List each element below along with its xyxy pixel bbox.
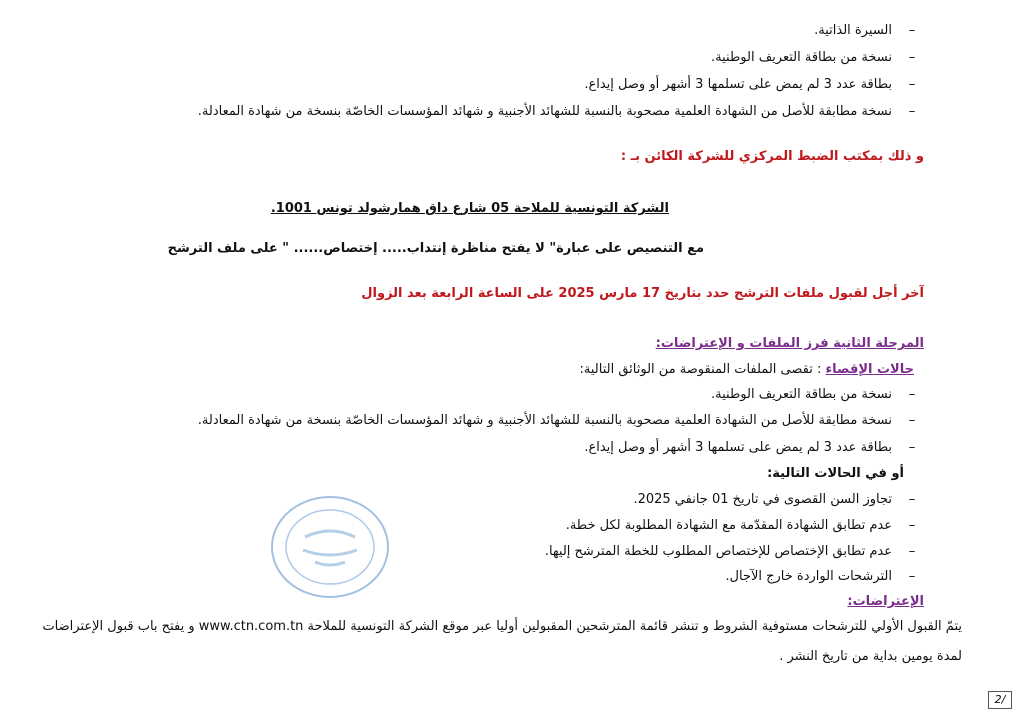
case-diploma-mismatch: – عدم تطابق الشهادة المقدّمة مع الشهادة المطلوبة لكل خطة. xyxy=(566,517,924,535)
mention-text: مع التنصيص على عبارة" لا يفتح مناظرة إنتداب..... إختصاص...... " على ملف الترشح xyxy=(167,241,704,256)
objections-title: الإعتراضات: xyxy=(847,594,924,609)
phase2-title: المرحلة الثانية فرز الملفات و الإعتراضات: xyxy=(655,336,924,351)
address: الشركة التونسية للملاحة 05 شارع داق همارشولد تونس 1001. xyxy=(270,201,669,216)
objections-text-1: يتمّ القبول الأولي للترشحات مستوفية الشروط و تنشر قائمة المترشحين المقبولين أوليا عبر موقع الشركة التونسية للملاحة www.ctn.com.tn و يفتح باب قبول الإعتراضات xyxy=(42,619,962,634)
doc-item-diploma: – نسخة مطابقة للأصل من الشهادة العلمية مصحوبة بالنسبة للشهائد الأجنبية و شهائد المؤسسات الخاصّة بنسخة من شهادة المعادلة. xyxy=(198,103,924,121)
objections-text-2: لمدة يومين بداية من تاريخ النشر . xyxy=(779,649,962,664)
excl-doc-id-card: – نسخة من بطاقة التعريف الوطنية. xyxy=(711,386,924,404)
exclusion-label: حالات الإقصاء xyxy=(825,362,914,377)
company-stamp xyxy=(265,492,395,602)
doc-item-id-card: – نسخة من بطاقة التعريف الوطنية. xyxy=(711,49,924,67)
case-age: – تجاوز السن القصوى في تاريخ 01 جانفي 2025. xyxy=(633,491,924,509)
deadline: آخر أجل لقبول ملفات الترشح حدد بتاريخ 17 مارس 2025 على الساعة الرابعة بعد الزوال xyxy=(361,286,924,301)
excl-doc-diploma: – نسخة مطابقة للأصل من الشهادة العلمية مصحوبة بالنسبة للشهائد الأجنبية و شهائد المؤسسات الخاصّة بنسخة من شهادة المعادلة. xyxy=(198,412,924,430)
excl-doc-card3: – بطاقة عدد 3 لم يمض على تسلمها 3 أشهر أو وصل إيداع. xyxy=(584,439,924,457)
exclusion-intro: : تقصى الملفات المنقوصة من الوثائق التالية: xyxy=(579,362,826,377)
office-note: و ذلك بمكتب الضبط المركزي للشركة الكائن بـ : xyxy=(620,149,924,164)
exclusion-line xyxy=(580,361,914,379)
or-cases: أو في الحالات التالية: xyxy=(767,466,904,481)
doc-item-cv: – السيرة الذاتية. xyxy=(814,22,924,40)
case-late: – الترشحات الواردة خارج الآجال. xyxy=(725,568,924,586)
doc-item-card3: – بطاقة عدد 3 لم يمض على تسلمها 3 أشهر أو وصل إيداع. xyxy=(584,76,924,94)
case-specialty-mismatch: – عدم تطابق الإختصاص للإختصاص المطلوب للخطة المترشح إليها. xyxy=(545,543,924,561)
page-number: 2/ xyxy=(988,691,1012,709)
